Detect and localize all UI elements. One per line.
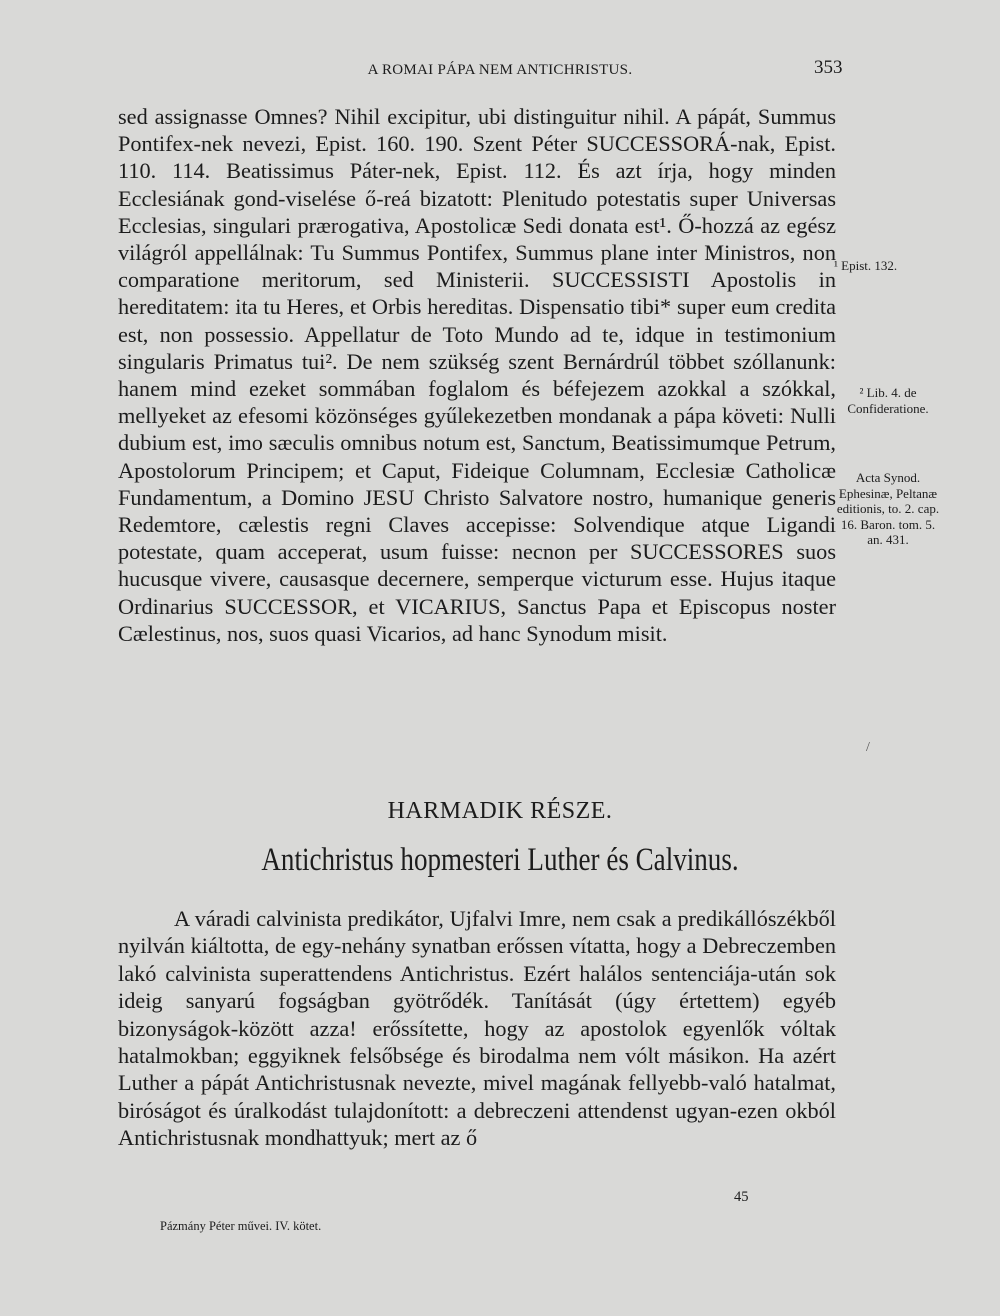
chapter-heading: Antichristus hopmesteri Luther és Calvinus. — [261, 842, 739, 878]
main-text — [118, 103, 836, 647]
section-heading: HARMADIK RÉSZE. — [387, 798, 613, 824]
footer-book-line: Pázmány Péter művei. IV. kötet. — [160, 1219, 322, 1233]
running-title: A ROMAI PÁPA NEM ANTICHRISTUS. — [367, 62, 633, 78]
page-number: 353 — [814, 57, 843, 78]
paragraph-2: A váradi calvinista predikátor, Ujfalvi Imre, nem csak a predikállószékből nyilván kiáltotta, de egy-nehány synatban erőssen vítatta, hogy a Debreczemben lakó calvinista superattendens Antichristus. Ezért halálos sentenciája-után sok ideig sanyarú fogságban gyötrődék. Tanítását (úgy értettem) egyéb bizonyságok-között azza! erőssítette, hogy az apostolok egyenlők vóltak hatalmokban; eggyiknek felsőbsége és birodalma nem vólt másikon. Ha azért Luther a pápát Antichristusnak nevezte, mivel magának fellyebb-való hatalmat, biróságot és úralkodást tulajdonított: a debreczeni attendenst ugyan-ezen okból Antichristusnak mondhattyuk; mert az ő — [118, 906, 836, 1151]
paragraph-1: sed assignasse Omnes? Nihil excipitur, ubi distinguitur nihil. A pápát, Summus Pontifex-nek nevezi, Epist. 160. 190. Szent Péter SUCCESSORÁ-nak, Epist. 110. 114. Beatissimus Páter-nek, Epist. 112. És azt írja, hogy minden Ecclesiának gond-viselése ő-reá bizatott: Plenitudo potestatis super Universas Ecclesias, singulari prærogativa, Apostolicæ Sedi donata est¹. Ő-hozzá az egész világról appellálnak: Tu Summus Pontifex, Summus plane inter Ministros, non comparatione meritorum, sed Ministerii. SUCCESSISTI Apostolis in hereditatem: ita tu Heres, et Orbis hereditas. Dispensatio tibi* super eum credita est, non possessio. Appellatur de Toto Mundo ad te, idque in testimonium singularis Primatus tui². De nem szükség szent Bernárdrúl többet szóllanunk: hanem mind ezeket sommában foglalom és béfejezem azokkal a szókkal, mellyeket az efesomi közönséges gyűlekezetben mondanak a pápa követi: Nulli dubium est, imo sæculis omnibus notum est, Sanctum, Beatissimumque Petrum, Apostolorum Principem; et Caput, Fideique Columnam, Ecclesiæ Catholicæ Fundamentum, a Domino JESU Christo Salvatore nostro, humanique generis Redemtore, cælestis regni Claves accepisse: Solvendique atque Ligandi potestate, quam acceperat, usum fuisse: necnon per SUCCESSORES suos hucusque vivere, causasque decernere, semperque victurum esse. Hujus itaque Ordinarius SUCCESSOR, et VICARIUS, Sanctus Papa et Episcopus noster Cælestinus, nos, suos quasi Vicarios, ad hanc Synodum misit. — [118, 104, 836, 646]
margin-note-3: Acta Synod. Ephesinæ, Peltanæ editionis, to. 2. cap. 16. Baron. tom. 5. an. 431. — [836, 470, 940, 547]
margin-note-2: ² Lib. 4. de Confideratione. — [847, 385, 929, 416]
chapter-text — [118, 905, 836, 1152]
margin-note-1: ¹ Epist. 132. — [834, 258, 898, 273]
footer-signature: 45 — [734, 1189, 749, 1205]
ink-fleck: / — [866, 740, 870, 755]
